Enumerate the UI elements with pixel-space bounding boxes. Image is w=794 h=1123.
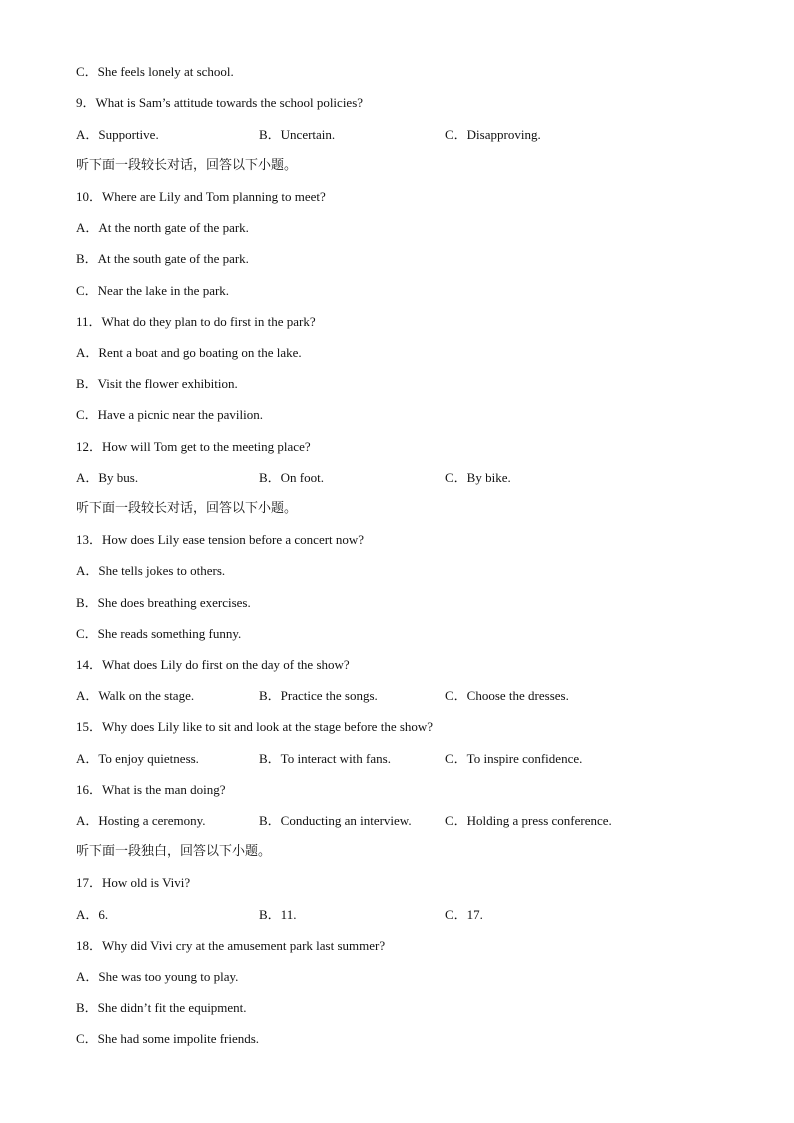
q10-option-a: A．At the north gate of the park. bbox=[76, 220, 249, 235]
q16-option-a: A．Hosting a ceremony. bbox=[76, 813, 206, 828]
q18-option-b: B．She didn’t fit the equipment. bbox=[76, 1000, 247, 1015]
question-13: 13．How does Lily ease tension before a concert now? bbox=[76, 532, 365, 547]
q15-option-c: C．To inspire confidence. bbox=[445, 751, 583, 766]
q11-option-a: A．Rent a boat and go boating on the lake. bbox=[76, 345, 302, 360]
q18-option-c: C．She had some impolite friends. bbox=[76, 1031, 260, 1046]
section-instruction-1: 听下面一段较长对话，回答以下小题。 bbox=[76, 158, 298, 173]
question-10: 10．Where are Lily and Tom planning to meet? bbox=[76, 189, 326, 204]
q13-option-c: C．She reads something funny. bbox=[76, 626, 242, 641]
q11-option-c: C．Have a picnic near the pavilion. bbox=[76, 407, 263, 422]
question-15: 15．Why does Lily like to sit and look at the stage before the show? bbox=[76, 719, 434, 734]
section-instruction-2: 听下面一段较长对话，回答以下小题。 bbox=[76, 501, 298, 516]
q13-option-b: B．She does breathing exercises. bbox=[76, 595, 251, 610]
section-instruction-3: 听下面一段独白，回答以下小题。 bbox=[76, 844, 272, 859]
q13-option-a: A．She tells jokes to others. bbox=[76, 563, 226, 578]
q12-option-a: A．By bus. bbox=[76, 470, 139, 485]
q9-option-c: C．Disapproving. bbox=[445, 127, 541, 142]
q17-option-a: A．6. bbox=[76, 907, 109, 922]
q18-option-a: A．She was too young to play. bbox=[76, 969, 239, 984]
q11-option-b: B．Visit the flower exhibition. bbox=[76, 376, 238, 391]
q10-option-c: C．Near the lake in the park. bbox=[76, 283, 230, 298]
q14-option-c: C．Choose the dresses. bbox=[445, 688, 569, 703]
q9-option-b: B．Uncertain. bbox=[259, 127, 336, 142]
question-17: 17．How old is Vivi? bbox=[76, 875, 191, 890]
q14-option-b: B．Practice the songs. bbox=[259, 688, 378, 703]
q12-option-c: C．By bike. bbox=[445, 470, 511, 485]
question-12: 12．How will Tom get to the meeting place? bbox=[76, 439, 311, 454]
question-9: 9．What is Sam’s attitude towards the school policies? bbox=[76, 95, 364, 110]
q12-option-b: B．On foot. bbox=[259, 470, 325, 485]
q16-option-b: B．Conducting an interview. bbox=[259, 813, 412, 828]
question-16: 16．What is the man doing? bbox=[76, 782, 226, 797]
question-14: 14．What does Lily do first on the day of the show? bbox=[76, 657, 350, 672]
q10-option-b: B．At the south gate of the park. bbox=[76, 251, 249, 266]
q17-option-c: C．17. bbox=[445, 907, 483, 922]
q14-option-a: A．Walk on the stage. bbox=[76, 688, 195, 703]
question-18: 18．Why did Vivi cry at the amusement park last summer? bbox=[76, 938, 386, 953]
q17-option-b: B．11. bbox=[259, 907, 297, 922]
q8-option-c: C．She feels lonely at school. bbox=[76, 64, 234, 79]
q15-option-b: B．To interact with fans. bbox=[259, 751, 391, 766]
q15-option-a: A．To enjoy quietness. bbox=[76, 751, 199, 766]
q9-option-a: A．Supportive. bbox=[76, 127, 159, 142]
q16-option-c: C．Holding a press conference. bbox=[445, 813, 612, 828]
question-11: 11．What do they plan to do first in the park? bbox=[76, 314, 316, 329]
